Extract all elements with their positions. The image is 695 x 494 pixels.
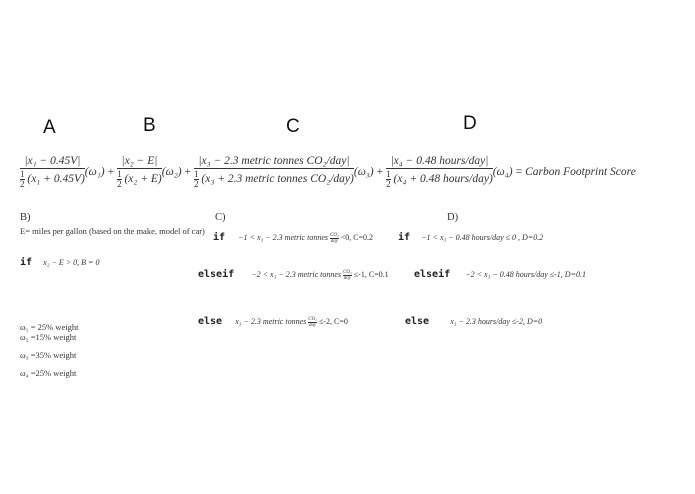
weight-item-2 <box>20 332 76 342</box>
co2-unit-num: CO₂ <box>343 269 352 275</box>
section-c-else-condition: x₃ − 2.3 metric tonnes <box>235 317 307 326</box>
else-keyword: else <box>198 316 223 327</box>
if-keyword: if <box>398 232 411 243</box>
section-c-elseif-rule <box>198 262 389 281</box>
section-d-elseif-condition: −2 < x₃ − 0.48 hours/day ≤-1, D=0.1 <box>465 270 586 279</box>
term-c-denominator: (x₃ + 2.3 metric tonnes CO₂/day) <box>201 173 354 186</box>
section-c-if-rule <box>213 225 373 244</box>
co2-unit-num: CO₂ <box>308 316 317 322</box>
weight-value: =25% weight <box>28 368 77 378</box>
term-b-weight: (ω₂) <box>161 166 182 178</box>
weight-symbol: ω₃ <box>20 350 29 360</box>
if-keyword: if <box>213 232 226 243</box>
carbon-footprint-equation <box>20 155 636 189</box>
elseif-keyword: elseif <box>198 269 235 280</box>
weight-item-4 <box>20 368 76 378</box>
term-c-fraction <box>194 155 354 189</box>
section-c-if-condition: −1 < x₃ − 2.3 metric tonnes <box>238 233 328 242</box>
term-a-fraction <box>20 155 85 189</box>
if-keyword: if <box>20 257 33 268</box>
half-denominator: 2 <box>20 179 25 189</box>
weight-symbol: ω₄ <box>20 368 29 378</box>
else-keyword: else <box>405 316 430 327</box>
term-c-weight: (ω₃) <box>353 166 374 178</box>
section-d-if-rule <box>398 225 543 244</box>
section-label-c: C <box>286 116 300 137</box>
co2-unit-num: CO₂ <box>330 232 339 238</box>
section-b-if-condition: x₂ − E > 0, B = 0 <box>43 258 100 267</box>
half-denominator: 2 <box>194 179 199 189</box>
section-c-elseif-result: ≤-1, C=0.1 <box>353 270 389 279</box>
weight-item-1 <box>20 322 78 332</box>
elseif-keyword: elseif <box>414 269 451 280</box>
weight-value: = 25% weight <box>28 322 79 332</box>
section-c-else-rule <box>198 309 348 328</box>
section-c-if-result: <0, C=0.2 <box>340 233 374 242</box>
section-b-heading: B) <box>20 212 31 223</box>
weight-symbol: ω₂ <box>20 332 29 342</box>
plus-sign: + <box>184 166 192 178</box>
weight-value: =15% weight <box>28 332 77 342</box>
section-c-heading: C) <box>215 212 226 223</box>
section-b-if-rule <box>20 250 99 269</box>
term-c-numerator: |x₃ − 2.3 metric tonnes CO₂/day| <box>194 155 354 169</box>
term-d-weight: (ω₄) <box>492 166 513 178</box>
section-b-definition: E= miles per gallon (based on the make, model of car) <box>20 226 205 236</box>
day-unit-den: day <box>343 275 352 281</box>
term-a-denominator: (x₁ + 0.45V) <box>27 173 85 186</box>
section-label-b: B <box>143 115 156 136</box>
term-b-fraction <box>117 155 162 189</box>
section-c-elseif-condition: −2 < x₃ − 2.3 metric tonnes <box>251 270 342 279</box>
term-d-fraction <box>386 155 493 189</box>
half-numerator: 1 <box>194 169 199 179</box>
section-label-d: D <box>463 113 477 134</box>
half-denominator: 2 <box>386 179 391 189</box>
term-a-numerator: |x₁ − 0.45V| <box>20 155 85 169</box>
section-d-else-condition: x₃ − 2.3 hours/day ≤-2, D=0 <box>450 317 543 326</box>
term-b-numerator: |x₂ − E| <box>117 155 162 169</box>
plus-sign: + <box>107 166 115 178</box>
section-d-elseif-rule <box>414 262 586 281</box>
term-a-weight: (ω₁) <box>84 166 105 178</box>
weight-symbol: ω₁ <box>20 322 29 332</box>
half-numerator: 1 <box>386 169 391 179</box>
day-unit-den: day <box>308 322 317 328</box>
term-b-denominator: (x₂ + E) <box>124 173 162 186</box>
half-numerator: 1 <box>117 169 122 179</box>
section-label-a: A <box>43 117 56 138</box>
half-numerator: 1 <box>20 169 25 179</box>
term-d-denominator: (x₄ + 0.48 hours/day) <box>393 173 493 186</box>
weight-value: =35% weight <box>28 350 77 360</box>
equation-result: Carbon Footprint Score <box>525 166 636 178</box>
half-denominator: 2 <box>117 179 122 189</box>
section-d-if-condition: −1 < x₃ − 0.48 hours/day ≤ 0 , D=0.2 <box>421 233 544 242</box>
section-c-else-result: ≤-2, C=0 <box>318 317 348 326</box>
day-unit-den: day <box>330 238 338 244</box>
section-d-else-rule <box>405 309 542 328</box>
weight-item-3 <box>20 350 76 360</box>
plus-sign: + <box>376 166 384 178</box>
equals-sign: = <box>515 166 523 178</box>
term-d-numerator: |x₄ − 0.48 hours/day| <box>386 155 493 169</box>
section-d-heading: D) <box>447 212 459 223</box>
